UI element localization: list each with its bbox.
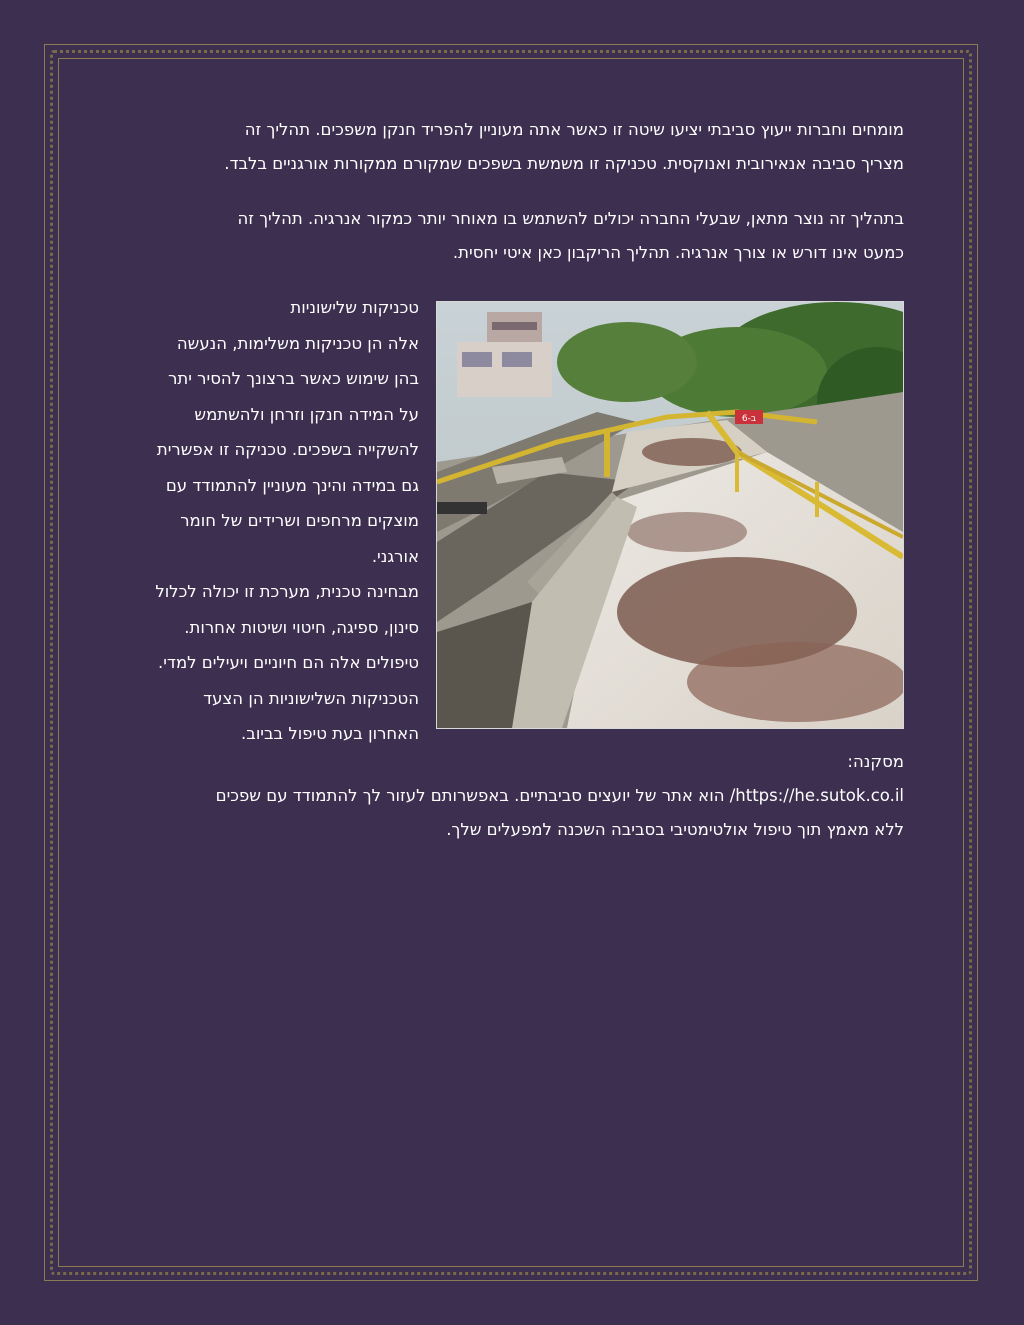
- text-line: להשקייה בשפכים. טכניקה זו אפשרית: [156, 440, 419, 459]
- text-line: אורגני.: [371, 546, 419, 566]
- text-line: אלה הן טכניקות משלימות, הנעשה: [176, 333, 419, 353]
- paragraph-methane: [237, 202, 904, 270]
- paragraph-conclusion: [216, 745, 904, 847]
- text-line: האחרון בעת טיפול בביוב.: [241, 724, 419, 743]
- text-line: בהן שימוש כאשר ברצונך להסיר יתר: [168, 369, 419, 388]
- text-line: מצריך סביבה אנאירובית ואנוקסית. טכניקה זו משמשת בשפכים שמקורם ממקורות אורגניים בלבד.: [224, 154, 904, 173]
- text-line: מוצקים מרחפים ושרידים של חומר: [180, 511, 419, 530]
- text-line-with-link: https://he.sutok.co.il/ הוא אתר של יועצים סביבתיים. באפשרותם לעזור לך להתמודד עם שפכים: [215, 786, 904, 805]
- text-line: טיפולים אלה הם חיוניים ויעילים למדי.: [158, 653, 419, 672]
- text-line: מבחינה טכנית, מערכת זו יכולה לכלול: [155, 582, 419, 601]
- paragraph-nitrogen-removal: [224, 113, 904, 181]
- text-line: על המידה חנקן וזרחן ולהשתמש: [194, 404, 419, 424]
- photo-sign-text: ב-6: [741, 414, 757, 424]
- text-line: ללא מאמץ תוך טיפול אולטימטיבי בסביבה השכנה למפעלים שלך.: [446, 820, 904, 839]
- wastewater-treatment-photo: [436, 301, 904, 729]
- section-heading: טכניקות שלישוניות: [290, 298, 419, 317]
- text-line: הטכניקות השלישוניות הן הצעד: [203, 688, 419, 708]
- conclusion-heading: מסקנה:: [847, 752, 904, 771]
- text-line: כמעט אינו דורש או צורך אנרגיה. תהליך הריקבון כאן איטי יחסית.: [452, 243, 904, 262]
- text-line: מומחים וחברות ייעוץ סביבתי יציעו שיטה זו כאשר אתה מעוניין להפריד חנקן משפכים. תהליך זה: [244, 120, 904, 139]
- text-line: בתהליך זה נוצר מתאן, שבעלי החברה יכולים להשתמש בו מאוחר יותר כמקור אנרגיה. תהליך זה: [237, 209, 904, 228]
- side-column-tertiary: [155, 290, 419, 752]
- text-line: סינון, ספיגה, חיטוי ושיטות אחרות.: [184, 617, 419, 637]
- text-line: גם במידה והינך מעוניין להתמודד עם: [165, 475, 419, 495]
